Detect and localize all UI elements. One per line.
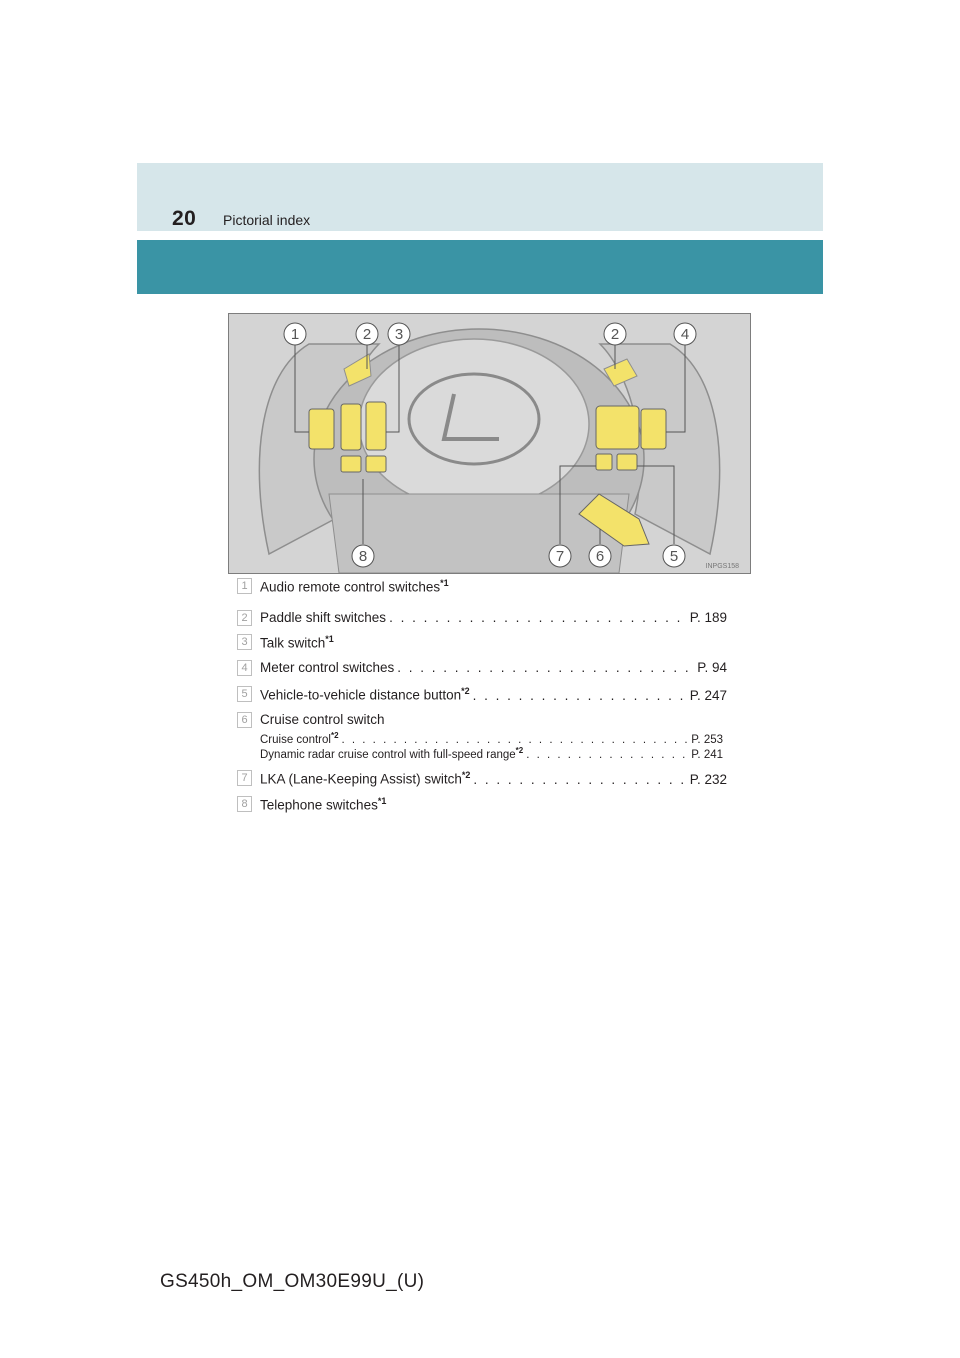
item-number: 3 bbox=[237, 634, 252, 650]
sub-item bbox=[260, 746, 723, 761]
list-item bbox=[237, 578, 727, 598]
sub-item-label: Cruise control bbox=[260, 733, 331, 746]
sub-item bbox=[260, 731, 723, 746]
item-number: 4 bbox=[237, 660, 252, 676]
callout-4: 4 bbox=[680, 326, 690, 343]
item-number: 1 bbox=[237, 578, 252, 594]
item-number: 6 bbox=[237, 712, 252, 728]
item-label: Talk switch bbox=[260, 635, 326, 651]
item-number: 7 bbox=[237, 770, 252, 786]
item-number: 2 bbox=[237, 610, 252, 626]
item-note: *1 bbox=[377, 796, 387, 806]
leader-dots bbox=[342, 734, 689, 746]
item-number: 8 bbox=[237, 796, 252, 812]
callout-6: 6 bbox=[595, 548, 605, 565]
item-label: Meter control switches bbox=[260, 660, 395, 675]
leader-dots bbox=[389, 610, 687, 625]
item-note: *1 bbox=[325, 634, 334, 644]
list-item bbox=[237, 660, 727, 680]
callout-1: 1 bbox=[290, 326, 300, 343]
item-note: *2 bbox=[461, 770, 471, 780]
list-item bbox=[237, 712, 727, 732]
callout-3: 3 bbox=[394, 326, 404, 343]
item-label: Vehicle-to-vehicle distance button bbox=[260, 687, 462, 703]
item-number: 5 bbox=[237, 686, 252, 702]
callout-2b: 2 bbox=[610, 326, 620, 343]
list-item bbox=[237, 770, 727, 790]
sub-item-note: *2 bbox=[330, 731, 339, 740]
list-item bbox=[237, 634, 727, 654]
sub-item-note: *2 bbox=[515, 746, 524, 755]
leader-dots bbox=[397, 660, 694, 675]
callout-5: 5 bbox=[669, 548, 679, 565]
leader-dots bbox=[526, 749, 688, 761]
page-ref: P. 253 bbox=[691, 733, 723, 746]
page-ref: P. 94 bbox=[697, 660, 727, 675]
callout-8: 8 bbox=[358, 548, 368, 565]
list-item bbox=[237, 686, 727, 706]
list-item bbox=[237, 796, 727, 816]
section-band bbox=[137, 240, 823, 294]
page-ref: P. 247 bbox=[689, 687, 727, 703]
page-ref: P. 232 bbox=[689, 771, 727, 787]
page-number: 20 bbox=[172, 207, 197, 230]
callout-2: 2 bbox=[362, 326, 372, 343]
figure-code: INPGS158 bbox=[705, 563, 739, 570]
item-label: Telephone switches bbox=[260, 797, 378, 813]
page-ref: P. 189 bbox=[689, 610, 727, 625]
steering-wheel-figure bbox=[228, 313, 751, 574]
leader-dots bbox=[473, 688, 687, 703]
item-note: *2 bbox=[461, 686, 470, 696]
leader-dots bbox=[473, 772, 686, 787]
item-label: Cruise control switch bbox=[260, 712, 385, 727]
item-label: LKA (Lane-Keeping Assist) switch bbox=[260, 771, 462, 787]
item-note: *1 bbox=[440, 578, 449, 588]
section-title: Pictorial index bbox=[223, 212, 311, 228]
list-item bbox=[237, 610, 727, 630]
page-ref: P. 241 bbox=[691, 748, 723, 761]
callout-7: 7 bbox=[555, 548, 565, 565]
item-label: Audio remote control switches bbox=[260, 579, 441, 595]
item-label: Paddle shift switches bbox=[260, 610, 387, 625]
document-code: GS450h_OM_OM30E99U_(U) bbox=[160, 1271, 425, 1292]
sub-item-label: Dynamic radar cruise control with full-speed range bbox=[260, 748, 516, 761]
